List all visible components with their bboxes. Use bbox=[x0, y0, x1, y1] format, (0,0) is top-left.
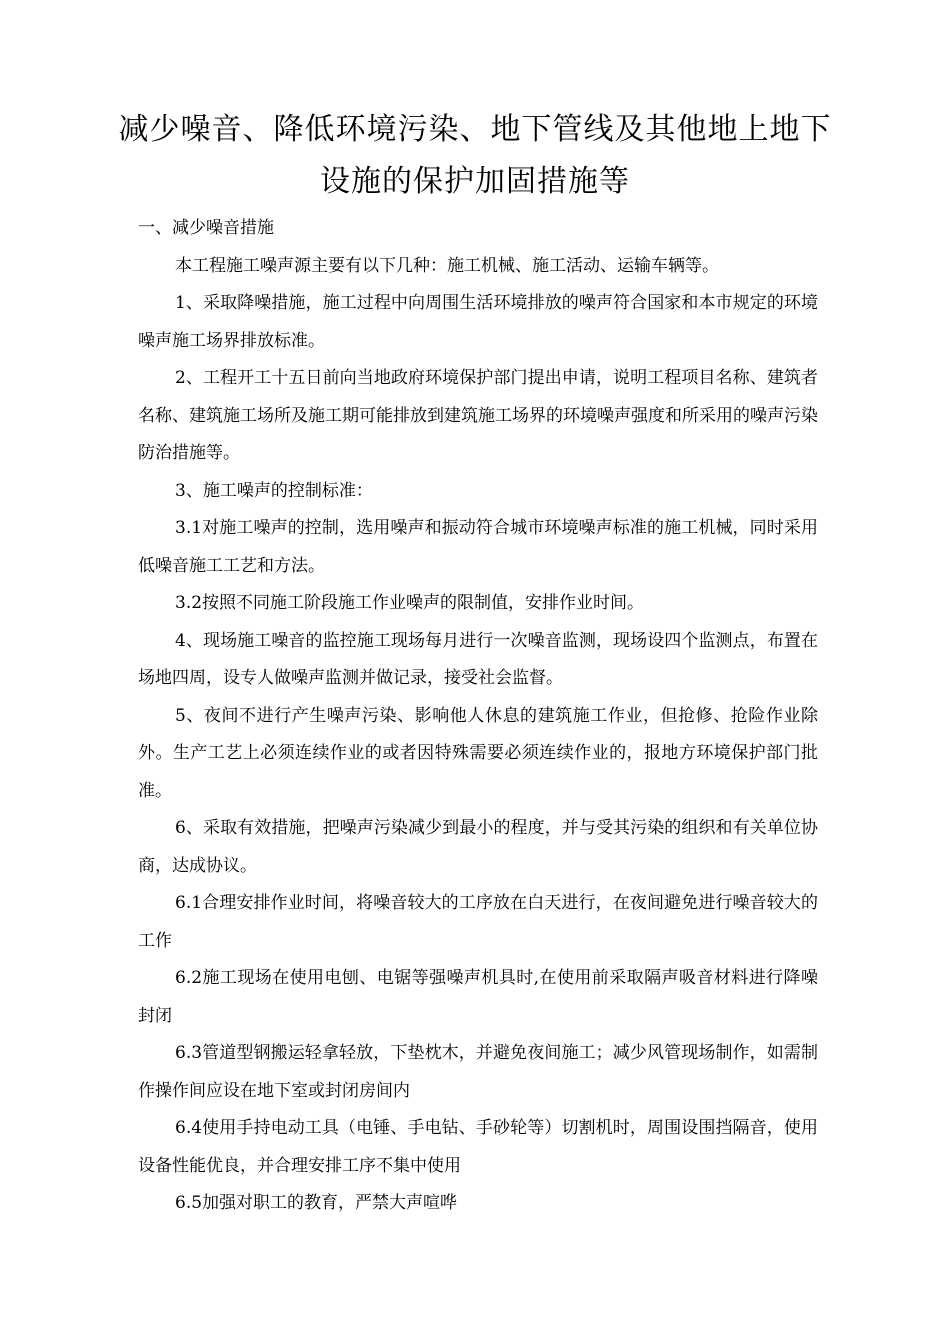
paragraph: 4、现场施工噪音的监控施工现场每月进行一次噪音监测，现场设四个监测点，布置在场地四周，设专人做噪声监测并做记录，接受社会监督。 bbox=[138, 630, 818, 688]
document-title-line-2: 设施的保护加固措施等 bbox=[320, 164, 630, 199]
paragraph: 1、采取降噪措施，施工过程中向周围生活环境排放的噪声符合国家和本市规定的环境噪声施工场界排放标准。 bbox=[138, 293, 818, 351]
paragraph: 6、采取有效措施，把噪声污染减少到最小的程度，并与受其污染的组织和有关单位协商，达成协议。 bbox=[138, 818, 818, 876]
paragraph: 6.3管道型钢搬运轻拿轻放，下垫枕木，并避免夜间施工；减少风管现场制作，如需制作操作间应设在地下室或封闭房间内 bbox=[138, 1043, 818, 1101]
paragraph: 6.5加强对职工的教育，严禁大声喧哗 bbox=[175, 1193, 458, 1213]
paragraph: 3.2按照不同施工阶段施工作业噪声的限制值，安排作业时间。 bbox=[175, 593, 645, 613]
document-body bbox=[138, 210, 818, 1223]
paragraph: 6.4使用手持电动工具（电锤、手电钻、手砂轮等）切割机时，周围设围挡隔音，使用设备性能优良，并合理安排工序不集中使用 bbox=[138, 1118, 818, 1176]
section-heading: 一、减少噪音措施 bbox=[138, 218, 274, 238]
paragraph: 本工程施工噪声源主要有以下几种：施工机械、施工活动、运输车辆等。 bbox=[175, 255, 719, 276]
paragraph: 5、夜间不进行产生噪声污染、影响他人休息的建筑施工作业，但抢修、抢险作业除外。生产工艺上必须连续作业的或者因特殊需要必须连续作业的，报地方环境保护部门批准。 bbox=[138, 705, 818, 801]
paragraph: 6.2施工现场在使用电刨、电锯等强噪声机具时,在使用前采取隔声吸音材料进行降噪封闭 bbox=[138, 968, 818, 1026]
paragraph: 3、施工噪声的控制标准： bbox=[175, 480, 373, 501]
document-title-line-1: 减少噪音、降低环境污染、地下管线及其他地上地下 bbox=[118, 112, 832, 147]
paragraph: 2、工程开工十五日前向当地政府环境保护部门提出申请，说明工程项目名称、建筑者名称、建筑施工场所及施工期可能排放到建筑施工场界的环境噪声强度和所采用的噪声污染防治措施等。 bbox=[138, 368, 818, 463]
paragraph: 6.1合理安排作业时间，将噪音较大的工序放在白天进行，在夜间避免进行噪音较大的工作 bbox=[138, 893, 818, 951]
paragraph: 3.1对施工噪声的控制，选用噪声和振动符合城市环境噪声标准的施工机械，同时采用低噪音施工工艺和方法。 bbox=[138, 518, 818, 576]
